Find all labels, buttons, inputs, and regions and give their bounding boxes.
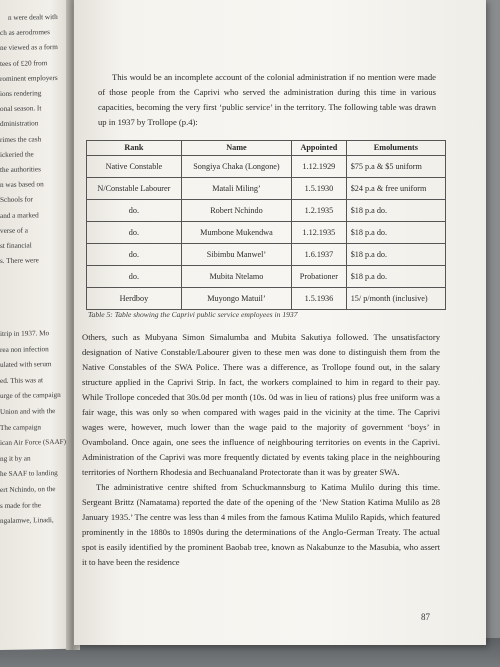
- cell-emoluments: $24 p.a & free uniform: [346, 178, 445, 200]
- previous-page-line: dministration: [0, 119, 39, 129]
- cell-appointed: 1.12.1929: [292, 156, 347, 178]
- table-row: [87, 288, 446, 310]
- header-name: Name: [181, 141, 291, 156]
- table-row: [87, 266, 446, 288]
- table-row: [87, 244, 446, 266]
- cell-name: Mumbone Mukendwa: [181, 222, 291, 244]
- header-appointed: Appointed: [292, 141, 347, 156]
- table-caption: Table 5: Table showing the Caprivi public service employees in 1937: [88, 310, 298, 319]
- cell-rank: Native Constable: [87, 156, 182, 178]
- cell-appointed: 1.5.1936: [292, 288, 347, 310]
- cell-appointed: Probationer: [292, 266, 347, 288]
- previous-page-line: ions rendering: [0, 89, 42, 98]
- table-row: [87, 178, 446, 200]
- cell-rank: Herdboy: [87, 288, 182, 310]
- previous-page-line: urge of the campaign: [0, 391, 61, 401]
- cell-rank: N/Constable Labourer: [87, 178, 182, 200]
- cell-name: Muyongo Matuil’: [181, 288, 291, 310]
- page-number: 87: [421, 612, 430, 622]
- previous-page-line: ican Air Force (SAAF): [0, 438, 67, 448]
- cell-rank: do.: [87, 266, 182, 288]
- cell-appointed: 1.2.1935: [292, 200, 347, 222]
- body-paragraph: Others, such as Mubyana Simon Simalumba and Mubita Sakutiya followed. The unsatisfactory designation of Native Constable/Labourer given to these men was done to distinguish them from the Native Constables of the SWA Police. There was a difference, as Trollope found out, in the salary structure applied in the Caprivi Strip. In fact, the workers complained to him in regard to their pay. While Trollope conceded that 30s.0d per month (10s. 0d was in lieu of rations) plus free uniform was a fair wage, this was only so when compared with wages paid in the vicinity at the time. The Caprivi wages were, however, much lower than the wage paid to the majority of government ‘boys’ in Ovamboland. Once again, one sees the influence of neighbouring territories on events in the Caprivi. Administration of the Caprivi was more frequently dictated by events taking place in the neighbouring territories of Northern Rhodesia and Bechuanaland Protectorate than it was by greater SWA.: [82, 332, 440, 477]
- cell-emoluments: $18 p.a do.: [346, 244, 445, 266]
- cell-rank: do.: [87, 200, 182, 222]
- body-text: [82, 330, 440, 570]
- cell-emoluments: $75 p.a & $5 uniform: [346, 156, 445, 178]
- previous-page-line: rea non infection: [0, 344, 49, 354]
- previous-page-line: ickeried the: [0, 150, 34, 159]
- previous-page-line: st financial: [0, 241, 32, 250]
- cell-name: Songiya Chaka (Longone): [181, 156, 291, 178]
- cell-emoluments: $18 p.a do.: [346, 200, 445, 222]
- previous-page-line: the authorities: [0, 165, 41, 174]
- table-row: [87, 222, 446, 244]
- table-row: [87, 200, 446, 222]
- previous-page-line: ed. This was at: [0, 376, 43, 385]
- header-emoluments: Emoluments: [346, 141, 445, 156]
- previous-page-line: s made for the: [0, 500, 41, 510]
- previous-page-line: he SAAF to landing: [0, 469, 58, 479]
- cell-appointed: 1.5.1930: [292, 178, 347, 200]
- previous-page-line: and a marked: [0, 210, 39, 220]
- cell-emoluments: 15/ p/month (inclusive): [346, 288, 445, 310]
- previous-page-line: ne viewed as a form: [0, 43, 58, 53]
- previous-page-line: Union and with the: [0, 407, 56, 416]
- table-header-row: [87, 141, 446, 156]
- public-service-table: [86, 140, 446, 310]
- previous-page-line: itrip in 1937. Mo: [0, 329, 50, 338]
- book-page: [74, 0, 486, 645]
- intro-text: This would be an incomplete account of the colonial administration if no mention were made of those people from the Caprivi who served the administration during this time in various capacities, becoming the very first ‘public service’ in the territory. The following table was drawn up in 1937 by Trollope (p.4):: [98, 72, 436, 127]
- body-paragraph: The administrative centre shifted from Schuckmannsburg to Katima Mulilo during this time. Sergeant Brittz (Namatama) reported the date of the opening of the ‘New Station Katima Mulilo as 28 January 1935.’ The centre was less than 4 miles from the famous Katima Mulilo Rapids, which featured prominently in the 1880s to 1890s during the determinations of the Anglo-German Treaty. The actual spot is easily identified by the prominent Baobab tree, known as Nakabunze to the Masubia, who assert it to have been the residence: [82, 482, 440, 567]
- cell-emoluments: $18 p.a do.: [346, 266, 445, 288]
- previous-page-line: ert Nchindo, on the: [0, 485, 56, 494]
- cell-name: Robert Nchindo: [181, 200, 291, 222]
- previous-page-line: tees of £20 from: [0, 58, 48, 68]
- previous-page-line: onal season. It: [0, 104, 42, 114]
- intro-paragraph: [98, 70, 436, 130]
- previous-page-line: verse of a: [0, 226, 28, 235]
- previous-page-line: ng it by an: [0, 454, 31, 463]
- previous-page-line: Schools for: [0, 195, 33, 205]
- previous-page-line: ulated with serum: [0, 360, 52, 370]
- previous-page-line: ch as aerodromes: [0, 28, 50, 38]
- cell-appointed: 1.6.1937: [292, 244, 347, 266]
- cell-name: Matali Miling’: [181, 178, 291, 200]
- previous-page-line: s. There were: [0, 256, 39, 266]
- previous-page-line: rimes the cash: [0, 134, 42, 144]
- cell-rank: do.: [87, 222, 182, 244]
- previous-page-line: n were dealt with: [8, 12, 58, 22]
- header-rank: Rank: [87, 141, 182, 156]
- cell-name: Mubita Ntelamo: [181, 266, 291, 288]
- previous-page-line: n was based on: [0, 180, 44, 190]
- cell-appointed: 1.12.1935: [292, 222, 347, 244]
- cell-name: Sibimbu Manwel’: [181, 244, 291, 266]
- previous-page-line: The campaign: [0, 422, 41, 432]
- cell-rank: do.: [87, 244, 182, 266]
- previous-page: [0, 0, 72, 650]
- previous-page-line: ngalamwe, Linadi,: [0, 516, 54, 526]
- table-row: [87, 156, 446, 178]
- previous-page-line: rominent employers: [0, 73, 58, 83]
- cell-emoluments: $18 p.a do.: [346, 222, 445, 244]
